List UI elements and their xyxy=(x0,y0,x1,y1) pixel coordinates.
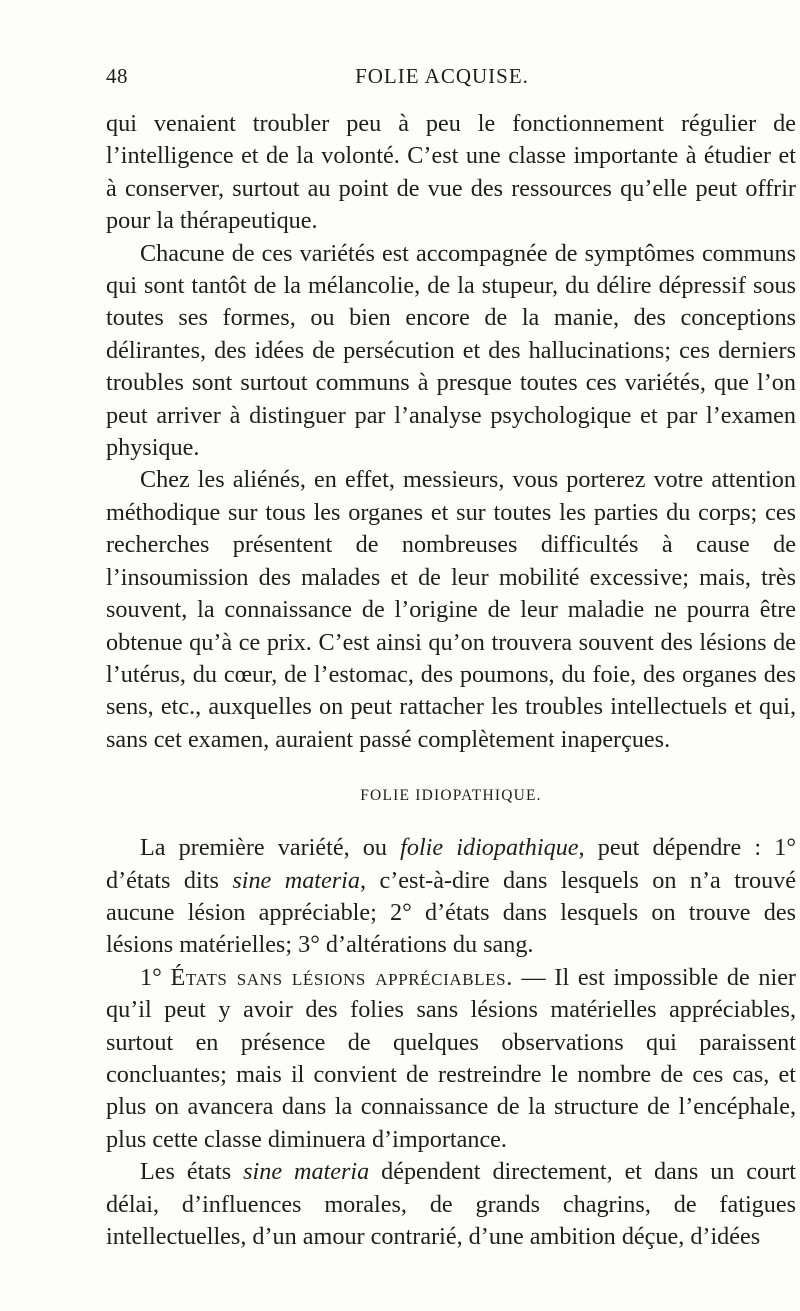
p6-text-b: dépendent directement, et dans un court délai, d’influences morales, de grands chagrins, de fatigues intellectuelles, d’un amour contrarié, d’une ambition déçue, d’idées xyxy=(106,1158,796,1250)
page-header xyxy=(106,64,796,94)
paragraph-2: Chacune de ces variétés est accompagnée de symptômes communs qui sont tantôt de la mélancolie, de la stupeur, du délire dépressif sous toutes ses formes, ou bien encore de la manie, des conceptions délirantes, des idées de persécution et des hallucinations; ces derniers troubles sont surtout communs à presque toutes ces variétés, que l’on peut arriver à distinguer par l’analyse psychologique et par l’examen physique. xyxy=(106,239,796,462)
p4-italic-folie-idiopathique: folie idiopathique xyxy=(400,834,579,862)
body-text xyxy=(106,108,796,1253)
running-title-text: FOLIE ACQUISE. xyxy=(355,64,529,88)
section-heading: FOLIE IDIOPATHIQUE. xyxy=(360,787,542,805)
running-title xyxy=(106,64,796,89)
paragraph-4 xyxy=(106,832,796,962)
p4-text-a: La première variété, ou xyxy=(140,834,401,862)
p5-subheading: États sans lésions appréciables. xyxy=(170,963,513,991)
p6-text-a: Les états xyxy=(140,1158,244,1186)
paragraph-5 xyxy=(106,962,796,1156)
p5-lead-number: 1° xyxy=(140,963,171,991)
paragraph-3: Chez les aliénés, en effet, messieurs, vous porterez votre attention méthodique sur tous les organes et sur toutes les parties du corps; ces recherches présentent de nombreuses difficultés à cause de l’insoumission des malades et de leur mobilité excessive; mais, très souvent, la connaissance de l’origine de leur maladie ne pourra être obtenue qu’à ce prix. C’est ainsi qu’on trouvera souvent des lésions de l’utérus, du cœur, de l’estomac, des poumons, du foie, des organes des sens, etc., auxquelles on peut rattacher les troubles intellectuels et qui, sans cet examen, auraient passé complètement inaperçues. xyxy=(106,466,796,753)
p5-rest: — Il est impossible de nier qu’il peut y avoir des folies sans lésions matérielles appréciables, surtout en présence de quelques observations qui paraissent concluantes; mais il convient de restreindre le nombre de ces cas, et plus on avancera dans la connaissance de la structure de l’encéphale, plus cette classe diminuera d’importance. xyxy=(106,963,796,1153)
paragraph-6 xyxy=(106,1156,796,1253)
paragraph-1: qui venaient troubler peu à peu le fonctionnement régulier de l’intelligence et de la volonté. C’est une classe importante à étudier et à conserver, surtout au point de vue des ressources qu’elle peut offrir pour la thérapeutique. xyxy=(106,110,796,235)
page-number: 48 xyxy=(106,64,128,88)
p4-italic-sine-materia: sine materia xyxy=(232,866,360,894)
p4-text-c: , c’est-à-dire dans lesquels on n’a trouvé aucune lésion appréciable; 2° d’états dans lesquels on trouve des lésions matérielles; 3° d’altérations du sang. xyxy=(106,866,796,959)
p4-text-b: , peut dépendre : 1° d’états dits xyxy=(106,834,796,894)
p6-italic-sine-materia: sine materia xyxy=(243,1158,370,1186)
